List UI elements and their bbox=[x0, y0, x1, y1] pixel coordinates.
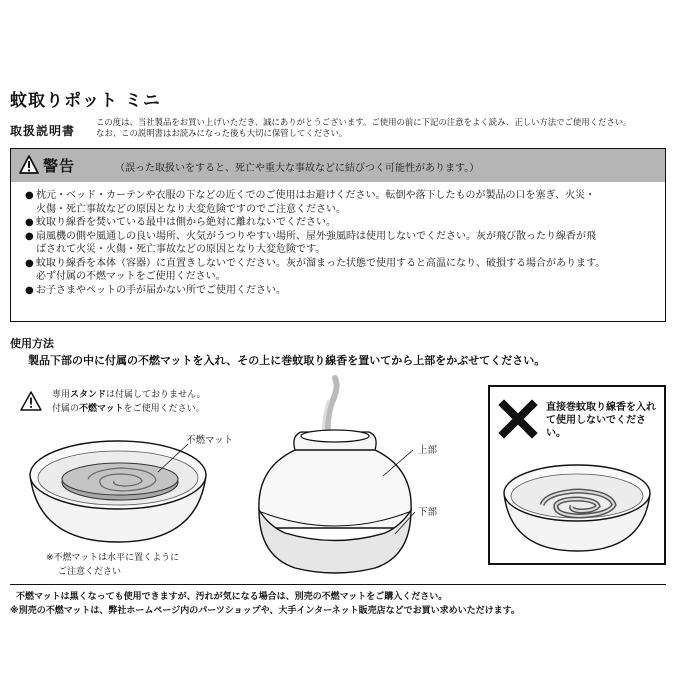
stand-note-emphasis: 不燃マット bbox=[79, 404, 124, 414]
bowl-with-mat-illustration bbox=[28, 430, 208, 545]
caution-triangle-icon bbox=[20, 391, 42, 411]
level-note-line: ※不燃マットは水平に置くように bbox=[46, 553, 180, 563]
bullet: ● bbox=[25, 257, 34, 269]
upper-part-label: 上部 bbox=[418, 445, 438, 456]
level-note-line: ご注意ください bbox=[58, 567, 122, 577]
warning-line: 蚊取り線香を本体（容器）に直置きしないでください。灰が溜まった状態で使用すると高温になり、破損する場合があります。 bbox=[36, 257, 606, 269]
bullet: ● bbox=[25, 217, 34, 228]
warning-triangle-icon bbox=[19, 155, 39, 175]
bowl-with-coil-illustration bbox=[502, 455, 652, 555]
intro-text bbox=[96, 117, 632, 139]
divider bbox=[10, 584, 666, 585]
mat-label: 不燃マット bbox=[186, 435, 234, 446]
incorrect-usage-text: 直接巻蚊取り線香を入れて使用しないでください。 bbox=[546, 402, 656, 439]
page-title: 蚊取りポット ミニ bbox=[10, 91, 161, 111]
intro-line-2: なお、この説明書はお読みになった後も大切に保管してください。 bbox=[96, 128, 348, 138]
warning-word: 警告 bbox=[43, 157, 76, 175]
warning-line: 必ず付属の不燃マットをご使用ください。 bbox=[36, 271, 226, 282]
warning-line: 火傷・死亡事故などの原因となり大変危険ですのでご注意ください。 bbox=[36, 203, 346, 215]
warning-item bbox=[25, 230, 665, 257]
warning-item bbox=[25, 284, 665, 298]
usage-instruction: 製品下部の中に付属の不燃マットを入れ、その上に巻蚊取り線香を置いてから上部をかぶせてください。 bbox=[28, 354, 546, 367]
stand-note bbox=[52, 388, 206, 416]
warning-description: （誤った取扱いをすると、死亡や重大な事故などに結びつく可能性があります。） bbox=[115, 163, 480, 174]
stand-note-text: をご使用ください。 bbox=[123, 404, 205, 414]
footer-line-1: 不燃マットは黒くなっても使用できますが、汚れが気になる場合は、別売の不燃マットをご購入ください。 bbox=[16, 592, 448, 602]
stand-note-text: 専用 bbox=[52, 390, 71, 400]
lower-part-label: 下部 bbox=[418, 507, 438, 518]
incorrect-usage-box bbox=[488, 385, 666, 565]
stand-note-text: は付属しておりません。 bbox=[106, 390, 206, 400]
x-mark-icon bbox=[500, 401, 536, 437]
bullet: ● bbox=[25, 190, 34, 201]
usage-heading: 使用方法 bbox=[10, 337, 54, 350]
warning-line: 扇風機の側や風通しの良い場所、火気がうつりやすい場所、屋外強風時は使用しないでください。灰が飛び散ったり線香が飛 bbox=[36, 230, 596, 242]
warning-header bbox=[11, 149, 665, 182]
warning-list bbox=[25, 189, 665, 297]
bullet: ● bbox=[25, 230, 34, 242]
warning-line: 蚊取り線香を焚いている最中は側から絶対に離れないでください。 bbox=[36, 217, 336, 228]
warning-item bbox=[25, 257, 665, 284]
level-note bbox=[46, 551, 179, 579]
stand-note-emphasis: スタンド bbox=[70, 390, 107, 400]
bullet: ● bbox=[25, 284, 34, 296]
warning-item bbox=[25, 189, 665, 216]
stand-note-text: 付属の bbox=[52, 404, 80, 414]
warning-line: お子さまやペットの手が届かない所でご使用ください。 bbox=[36, 284, 286, 296]
warning-line: 枕元・ベッド・カーテンや衣服の下などの近くでのご使用はお避けください。転倒や落下したものが製品の口を塞ぎ、火災・ bbox=[36, 190, 596, 201]
warning-box bbox=[10, 148, 666, 322]
warning-item bbox=[25, 216, 665, 230]
footer-notes bbox=[10, 590, 520, 618]
intro-line-1: この度は、当社製品をお買い上げいただき、誠にありがとうございます。ご使用の前に下記の注意をよく読み、正しい方法でご使用ください。 bbox=[96, 117, 632, 127]
footer-line-2: ※別売の不燃マットは、弊社ホームページ内のパーツショップや、大手インターネット販売店などでお買い求めいただけます。 bbox=[10, 606, 520, 616]
pot-illustration bbox=[255, 378, 415, 573]
manual-label: 取扱説明書 bbox=[10, 124, 76, 138]
warning-line: ばされて火災・火傷・死亡事故などの原因となり大変危険です。 bbox=[36, 244, 326, 255]
